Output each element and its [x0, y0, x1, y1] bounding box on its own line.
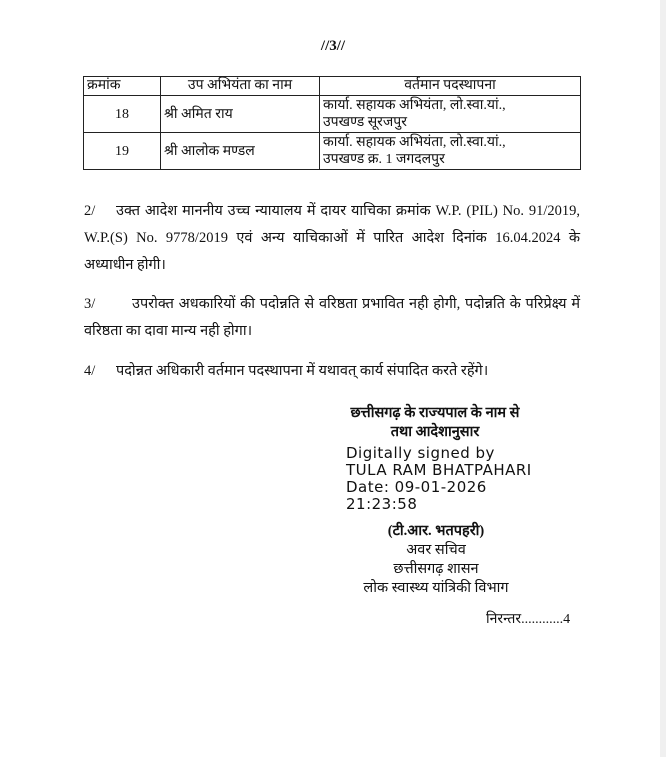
header-posting: वर्तमान पदस्थापना	[320, 77, 581, 96]
table-row	[84, 96, 581, 133]
digital-signature-line: 21:23:58	[346, 495, 418, 513]
digital-signature-line: TULA RAM BHATPAHARI	[346, 461, 532, 479]
continued-note: निरन्तर............4	[486, 612, 571, 627]
posting-line-1: कार्या. सहायक अभियंता, लो.स्वा.यां.,	[323, 98, 506, 113]
promotion-table	[83, 76, 581, 170]
table-row	[84, 133, 581, 170]
order-line-1: छत्तीसगढ़ के राज्यपाल के नाम से	[350, 405, 520, 421]
paragraph-4	[84, 358, 580, 385]
paragraph-text: उक्त आदेश माननीय उच्च न्यायालय में दायर याचिका क्रमांक W.P. (PIL) No. 91/2019, W.P.(S) No. 9778/2019 एवं अन्य याचिकाओं में पारित आदेश दिनांक 16.04.2024 के अध्याधीन होगी।	[84, 203, 580, 273]
order-line-2: तथा आदेशानुसार	[390, 424, 480, 440]
digital-signature-line: Date: 09-01-2026	[346, 478, 487, 496]
paragraph-text: पदोन्नत अधिकारी वर्तमान पदस्थापना में यथावत् कार्य संपादित करते रहेंगे।	[116, 363, 489, 379]
row-name: श्री आलोक मण्डल	[161, 133, 320, 170]
signatory-designation: अवर सचिव	[406, 542, 466, 558]
row-posting	[320, 133, 581, 170]
posting-line-1: कार्या. सहायक अभियंता, लो.स्वा.यां.,	[323, 135, 506, 150]
signatory-name: (टी.आर. भतपहरी)	[387, 523, 485, 539]
posting-line-2: उपखण्ड सूरजपुर	[323, 115, 407, 130]
header-serial: क्रमांक	[84, 77, 161, 96]
digital-signature	[346, 445, 532, 513]
digital-signature-line: Digitally signed by	[346, 444, 495, 462]
row-name: श्री अमित राय	[161, 96, 320, 133]
row-posting	[320, 96, 581, 133]
header-name: उप अभियंता का नाम	[161, 77, 320, 96]
signatory-government: छत्तीसगढ़ शासन	[393, 561, 479, 577]
paragraph-label: 2/	[84, 203, 96, 219]
paragraph-2	[84, 198, 580, 279]
page-number: //3//	[320, 38, 346, 54]
row-serial: 18	[84, 96, 161, 133]
signatory-department: लोक स्वास्थ्य यांत्रिकी विभाग	[363, 580, 509, 596]
row-serial: 19	[84, 133, 161, 170]
posting-line-2: उपखण्ड क्र. 1 जगदलपुर	[323, 152, 445, 167]
table-header-row	[84, 77, 581, 96]
paragraph-label: 4/	[84, 363, 96, 379]
paragraph-label: 3/	[84, 296, 96, 312]
paragraph-3	[84, 291, 580, 345]
paragraph-text: उपरोक्त अधकारियों की पदोन्नति से वरिष्ठता प्रभावित नही होगी, पदोन्नति के परिप्रेक्ष्य में वरिष्ठता का दावा मान्य नही होगा।	[84, 296, 580, 339]
page-edge	[660, 0, 666, 757]
